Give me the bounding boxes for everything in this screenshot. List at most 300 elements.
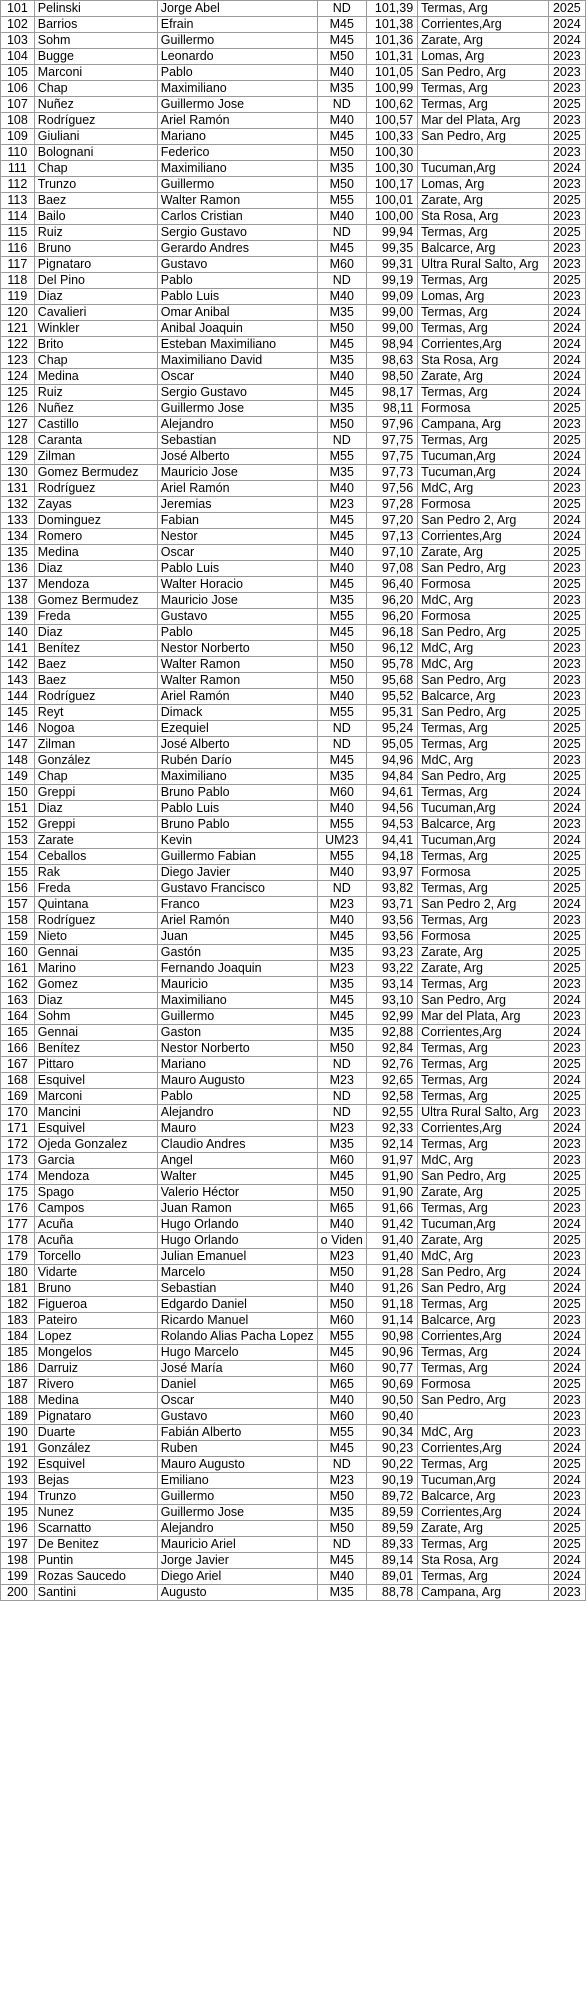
score-cell[interactable]: 100,33 — [366, 129, 417, 145]
year-cell[interactable]: 2025 — [548, 929, 585, 945]
first-name-cell[interactable]: Maximiliano — [157, 993, 317, 1009]
year-cell[interactable]: 2025 — [548, 577, 585, 593]
rank-cell[interactable]: 163 — [1, 993, 35, 1009]
rank-cell[interactable]: 173 — [1, 1153, 35, 1169]
first-name-cell[interactable]: Juan — [157, 929, 317, 945]
score-cell[interactable]: 93,56 — [366, 929, 417, 945]
year-cell[interactable]: 2024 — [548, 369, 585, 385]
year-cell[interactable]: 2023 — [548, 1201, 585, 1217]
rank-cell[interactable]: 109 — [1, 129, 35, 145]
category-cell[interactable]: ND — [317, 1057, 366, 1073]
rank-cell[interactable]: 121 — [1, 321, 35, 337]
last-name-cell[interactable]: Baez — [34, 673, 157, 689]
category-cell[interactable]: M35 — [317, 465, 366, 481]
rank-cell[interactable]: 122 — [1, 337, 35, 353]
last-name-cell[interactable]: Benítez — [34, 1041, 157, 1057]
last-name-cell[interactable]: Zarate — [34, 833, 157, 849]
last-name-cell[interactable]: Nuñez — [34, 97, 157, 113]
first-name-cell[interactable]: Pablo — [157, 65, 317, 81]
score-cell[interactable]: 99,00 — [366, 321, 417, 337]
year-cell[interactable]: 2025 — [548, 497, 585, 513]
category-cell[interactable]: M60 — [317, 1313, 366, 1329]
rank-cell[interactable]: 165 — [1, 1025, 35, 1041]
year-cell[interactable]: 2023 — [548, 977, 585, 993]
first-name-cell[interactable]: Carlos Cristian — [157, 209, 317, 225]
location-cell[interactable] — [418, 145, 549, 161]
first-name-cell[interactable]: Juan Ramon — [157, 1201, 317, 1217]
year-cell[interactable]: 2024 — [548, 449, 585, 465]
last-name-cell[interactable]: Rivero — [34, 1377, 157, 1393]
score-cell[interactable]: 97,08 — [366, 561, 417, 577]
last-name-cell[interactable]: Mongelos — [34, 1345, 157, 1361]
location-cell[interactable]: Corrientes,Arg — [418, 17, 549, 33]
category-cell[interactable]: M45 — [317, 577, 366, 593]
last-name-cell[interactable]: Diaz — [34, 993, 157, 1009]
last-name-cell[interactable]: González — [34, 753, 157, 769]
last-name-cell[interactable]: Dominguez — [34, 513, 157, 529]
first-name-cell[interactable]: Diego Javier — [157, 865, 317, 881]
year-cell[interactable]: 2023 — [548, 481, 585, 497]
first-name-cell[interactable]: Gerardo Andres — [157, 241, 317, 257]
category-cell[interactable]: ND — [317, 1537, 366, 1553]
category-cell[interactable]: M50 — [317, 1041, 366, 1057]
first-name-cell[interactable]: Bruno Pablo — [157, 785, 317, 801]
score-cell[interactable]: 95,78 — [366, 657, 417, 673]
category-cell[interactable]: M50 — [317, 1521, 366, 1537]
first-name-cell[interactable]: Ariel Ramón — [157, 481, 317, 497]
rank-cell[interactable]: 144 — [1, 689, 35, 705]
rank-cell[interactable]: 166 — [1, 1041, 35, 1057]
rank-cell[interactable]: 149 — [1, 769, 35, 785]
rank-cell[interactable]: 133 — [1, 513, 35, 529]
score-cell[interactable]: 90,77 — [366, 1361, 417, 1377]
first-name-cell[interactable]: Fernando Joaquin — [157, 961, 317, 977]
last-name-cell[interactable]: Romero — [34, 529, 157, 545]
rank-cell[interactable]: 115 — [1, 225, 35, 241]
last-name-cell[interactable]: Baez — [34, 657, 157, 673]
rank-cell[interactable]: 108 — [1, 113, 35, 129]
year-cell[interactable]: 2025 — [548, 849, 585, 865]
year-cell[interactable]: 2025 — [548, 961, 585, 977]
score-cell[interactable]: 98,11 — [366, 401, 417, 417]
rank-cell[interactable]: 104 — [1, 49, 35, 65]
location-cell[interactable]: Termas, Arg — [418, 1345, 549, 1361]
location-cell[interactable]: Termas, Arg — [418, 1569, 549, 1585]
score-cell[interactable]: 90,40 — [366, 1409, 417, 1425]
score-cell[interactable]: 97,75 — [366, 449, 417, 465]
last-name-cell[interactable]: Mendoza — [34, 577, 157, 593]
rank-cell[interactable]: 184 — [1, 1329, 35, 1345]
rank-cell[interactable]: 200 — [1, 1585, 35, 1601]
first-name-cell[interactable]: Angel — [157, 1153, 317, 1169]
first-name-cell[interactable]: Gustavo — [157, 1409, 317, 1425]
first-name-cell[interactable]: Leonardo — [157, 49, 317, 65]
category-cell[interactable]: M45 — [317, 625, 366, 641]
rank-cell[interactable]: 155 — [1, 865, 35, 881]
score-cell[interactable]: 91,26 — [366, 1281, 417, 1297]
location-cell[interactable]: MdC, Arg — [418, 593, 549, 609]
score-cell[interactable]: 90,23 — [366, 1441, 417, 1457]
rank-cell[interactable]: 187 — [1, 1377, 35, 1393]
rank-cell[interactable]: 171 — [1, 1121, 35, 1137]
category-cell[interactable]: ND — [317, 1105, 366, 1121]
rank-cell[interactable]: 188 — [1, 1393, 35, 1409]
score-cell[interactable]: 96,12 — [366, 641, 417, 657]
score-cell[interactable]: 93,97 — [366, 865, 417, 881]
first-name-cell[interactable]: Mariano — [157, 129, 317, 145]
year-cell[interactable]: 2024 — [548, 465, 585, 481]
rank-cell[interactable]: 103 — [1, 33, 35, 49]
rank-cell[interactable]: 136 — [1, 561, 35, 577]
category-cell[interactable]: ND — [317, 737, 366, 753]
category-cell[interactable]: M35 — [317, 593, 366, 609]
year-cell[interactable]: 2023 — [548, 673, 585, 689]
location-cell[interactable]: Corrientes,Arg — [418, 529, 549, 545]
year-cell[interactable]: 2024 — [548, 1505, 585, 1521]
location-cell[interactable]: MdC, Arg — [418, 1249, 549, 1265]
last-name-cell[interactable]: Lopez — [34, 1329, 157, 1345]
year-cell[interactable]: 2024 — [548, 993, 585, 1009]
first-name-cell[interactable]: Maximiliano — [157, 161, 317, 177]
category-cell[interactable]: M45 — [317, 1553, 366, 1569]
year-cell[interactable]: 2025 — [548, 1457, 585, 1473]
location-cell[interactable]: San Pedro, Arg — [418, 65, 549, 81]
last-name-cell[interactable]: Nuñez — [34, 401, 157, 417]
location-cell[interactable]: Corrientes,Arg — [418, 337, 549, 353]
location-cell[interactable]: Zarate, Arg — [418, 1521, 549, 1537]
first-name-cell[interactable]: Guillermo — [157, 1489, 317, 1505]
category-cell[interactable]: ND — [317, 97, 366, 113]
year-cell[interactable]: 2024 — [548, 321, 585, 337]
last-name-cell[interactable]: Bolognani — [34, 145, 157, 161]
rank-cell[interactable]: 111 — [1, 161, 35, 177]
score-cell[interactable]: 101,31 — [366, 49, 417, 65]
last-name-cell[interactable]: Del Pino — [34, 273, 157, 289]
location-cell[interactable]: Termas, Arg — [418, 97, 549, 113]
last-name-cell[interactable]: Greppi — [34, 785, 157, 801]
first-name-cell[interactable]: Mauricio Jose — [157, 593, 317, 609]
year-cell[interactable]: 2025 — [548, 401, 585, 417]
location-cell[interactable]: Corrientes,Arg — [418, 1121, 549, 1137]
category-cell[interactable]: M50 — [317, 417, 366, 433]
score-cell[interactable]: 100,17 — [366, 177, 417, 193]
last-name-cell[interactable]: Bailo — [34, 209, 157, 225]
first-name-cell[interactable]: Ariel Ramón — [157, 689, 317, 705]
last-name-cell[interactable]: Marino — [34, 961, 157, 977]
year-cell[interactable]: 2023 — [548, 1425, 585, 1441]
category-cell[interactable]: M35 — [317, 305, 366, 321]
score-cell[interactable]: 92,14 — [366, 1137, 417, 1153]
first-name-cell[interactable]: José Alberto — [157, 737, 317, 753]
year-cell[interactable]: 2025 — [548, 225, 585, 241]
year-cell[interactable]: 2023 — [548, 113, 585, 129]
year-cell[interactable]: 2025 — [548, 193, 585, 209]
year-cell[interactable]: 2025 — [548, 1057, 585, 1073]
rank-cell[interactable]: 172 — [1, 1137, 35, 1153]
location-cell[interactable]: Corrientes,Arg — [418, 1441, 549, 1457]
score-cell[interactable]: 97,20 — [366, 513, 417, 529]
location-cell[interactable]: Tucuman,Arg — [418, 449, 549, 465]
location-cell[interactable]: Zarate, Arg — [418, 961, 549, 977]
last-name-cell[interactable]: Chap — [34, 353, 157, 369]
last-name-cell[interactable]: Sohm — [34, 1009, 157, 1025]
last-name-cell[interactable]: Freda — [34, 609, 157, 625]
year-cell[interactable]: 2024 — [548, 1441, 585, 1457]
first-name-cell[interactable]: Emiliano — [157, 1473, 317, 1489]
first-name-cell[interactable]: Sebastian — [157, 433, 317, 449]
year-cell[interactable]: 2023 — [548, 49, 585, 65]
year-cell[interactable]: 2023 — [548, 1105, 585, 1121]
last-name-cell[interactable]: Trunzo — [34, 1489, 157, 1505]
location-cell[interactable]: Balcarce, Arg — [418, 1313, 549, 1329]
first-name-cell[interactable]: Ricardo Manuel — [157, 1313, 317, 1329]
year-cell[interactable]: 2023 — [548, 1313, 585, 1329]
score-cell[interactable]: 90,19 — [366, 1473, 417, 1489]
year-cell[interactable]: 2025 — [548, 1377, 585, 1393]
first-name-cell[interactable]: Gustavo — [157, 609, 317, 625]
location-cell[interactable]: MdC, Arg — [418, 1153, 549, 1169]
category-cell[interactable]: M50 — [317, 321, 366, 337]
location-cell[interactable]: MdC, Arg — [418, 1425, 549, 1441]
year-cell[interactable]: 2024 — [548, 17, 585, 33]
first-name-cell[interactable]: Federico — [157, 145, 317, 161]
last-name-cell[interactable]: Pelinski — [34, 1, 157, 17]
category-cell[interactable]: M45 — [317, 385, 366, 401]
category-cell[interactable]: ND — [317, 721, 366, 737]
location-cell[interactable]: Zarate, Arg — [418, 945, 549, 961]
category-cell[interactable]: M40 — [317, 801, 366, 817]
rank-cell[interactable]: 169 — [1, 1089, 35, 1105]
last-name-cell[interactable]: Reyt — [34, 705, 157, 721]
score-cell[interactable]: 90,98 — [366, 1329, 417, 1345]
score-cell[interactable]: 98,17 — [366, 385, 417, 401]
year-cell[interactable]: 2024 — [548, 1329, 585, 1345]
category-cell[interactable]: M50 — [317, 1297, 366, 1313]
score-cell[interactable]: 93,82 — [366, 881, 417, 897]
last-name-cell[interactable]: Torcello — [34, 1249, 157, 1265]
location-cell[interactable]: Formosa — [418, 865, 549, 881]
first-name-cell[interactable]: Guillermo — [157, 177, 317, 193]
first-name-cell[interactable]: Mauro Augusto — [157, 1457, 317, 1473]
location-cell[interactable]: Termas, Arg — [418, 81, 549, 97]
score-cell[interactable]: 90,96 — [366, 1345, 417, 1361]
last-name-cell[interactable]: Esquivel — [34, 1121, 157, 1137]
category-cell[interactable]: M45 — [317, 129, 366, 145]
first-name-cell[interactable]: Kevin — [157, 833, 317, 849]
last-name-cell[interactable]: Greppi — [34, 817, 157, 833]
first-name-cell[interactable]: Sergio Gustavo — [157, 385, 317, 401]
score-cell[interactable]: 91,40 — [366, 1233, 417, 1249]
last-name-cell[interactable]: De Benitez — [34, 1537, 157, 1553]
last-name-cell[interactable]: Zilman — [34, 449, 157, 465]
last-name-cell[interactable]: Diaz — [34, 801, 157, 817]
rank-cell[interactable]: 102 — [1, 17, 35, 33]
last-name-cell[interactable]: Rodríguez — [34, 113, 157, 129]
first-name-cell[interactable]: Jeremias — [157, 497, 317, 513]
first-name-cell[interactable]: Nestor — [157, 529, 317, 545]
year-cell[interactable]: 2024 — [548, 1073, 585, 1089]
year-cell[interactable]: 2023 — [548, 1249, 585, 1265]
first-name-cell[interactable]: Dimack — [157, 705, 317, 721]
category-cell[interactable]: M45 — [317, 513, 366, 529]
last-name-cell[interactable]: Trunzo — [34, 177, 157, 193]
year-cell[interactable]: 2023 — [548, 593, 585, 609]
first-name-cell[interactable]: Hugo Orlando — [157, 1217, 317, 1233]
year-cell[interactable]: 2023 — [548, 257, 585, 273]
category-cell[interactable]: M40 — [317, 913, 366, 929]
score-cell[interactable]: 92,65 — [366, 1073, 417, 1089]
score-cell[interactable]: 94,61 — [366, 785, 417, 801]
location-cell[interactable]: Termas, Arg — [418, 881, 549, 897]
score-cell[interactable]: 92,88 — [366, 1025, 417, 1041]
score-cell[interactable]: 99,00 — [366, 305, 417, 321]
location-cell[interactable]: San Pedro, Arg — [418, 561, 549, 577]
year-cell[interactable]: 2024 — [548, 353, 585, 369]
year-cell[interactable]: 2024 — [548, 1025, 585, 1041]
year-cell[interactable]: 2024 — [548, 1121, 585, 1137]
last-name-cell[interactable]: Rak — [34, 865, 157, 881]
last-name-cell[interactable]: Gennai — [34, 945, 157, 961]
location-cell[interactable]: Lomas, Arg — [418, 289, 549, 305]
location-cell[interactable]: Termas, Arg — [418, 1041, 549, 1057]
location-cell[interactable]: Termas, Arg — [418, 1089, 549, 1105]
rank-cell[interactable]: 162 — [1, 977, 35, 993]
rank-cell[interactable]: 105 — [1, 65, 35, 81]
category-cell[interactable]: ND — [317, 1089, 366, 1105]
year-cell[interactable]: 2023 — [548, 1409, 585, 1425]
rank-cell[interactable]: 126 — [1, 401, 35, 417]
category-cell[interactable]: M60 — [317, 1409, 366, 1425]
location-cell[interactable]: Termas, Arg — [418, 1297, 549, 1313]
rank-cell[interactable]: 151 — [1, 801, 35, 817]
score-cell[interactable]: 91,18 — [366, 1297, 417, 1313]
first-name-cell[interactable]: Guillermo — [157, 1009, 317, 1025]
rank-cell[interactable]: 170 — [1, 1105, 35, 1121]
category-cell[interactable]: M45 — [317, 753, 366, 769]
first-name-cell[interactable]: Sergio Gustavo — [157, 225, 317, 241]
score-cell[interactable]: 91,66 — [366, 1201, 417, 1217]
location-cell[interactable]: Lomas, Arg — [418, 177, 549, 193]
first-name-cell[interactable]: Gastón — [157, 945, 317, 961]
last-name-cell[interactable]: Rodríguez — [34, 481, 157, 497]
score-cell[interactable]: 93,71 — [366, 897, 417, 913]
rank-cell[interactable]: 181 — [1, 1281, 35, 1297]
last-name-cell[interactable]: Ruiz — [34, 225, 157, 241]
category-cell[interactable]: M40 — [317, 209, 366, 225]
rank-cell[interactable]: 197 — [1, 1537, 35, 1553]
location-cell[interactable]: Formosa — [418, 577, 549, 593]
first-name-cell[interactable]: Efrain — [157, 17, 317, 33]
rank-cell[interactable]: 185 — [1, 1345, 35, 1361]
first-name-cell[interactable]: Alejandro — [157, 1105, 317, 1121]
score-cell[interactable]: 92,55 — [366, 1105, 417, 1121]
last-name-cell[interactable]: Mancini — [34, 1105, 157, 1121]
first-name-cell[interactable]: Walter Horacio — [157, 577, 317, 593]
last-name-cell[interactable]: Medina — [34, 369, 157, 385]
first-name-cell[interactable]: Mauricio — [157, 977, 317, 993]
rank-cell[interactable]: 112 — [1, 177, 35, 193]
first-name-cell[interactable]: Guillermo Jose — [157, 401, 317, 417]
first-name-cell[interactable]: Mauro — [157, 1121, 317, 1137]
score-cell[interactable]: 97,13 — [366, 529, 417, 545]
year-cell[interactable]: 2024 — [548, 529, 585, 545]
category-cell[interactable]: M50 — [317, 1185, 366, 1201]
category-cell[interactable]: M65 — [317, 1201, 366, 1217]
rank-cell[interactable]: 110 — [1, 145, 35, 161]
first-name-cell[interactable]: Ruben — [157, 1441, 317, 1457]
category-cell[interactable]: M55 — [317, 609, 366, 625]
first-name-cell[interactable]: José Alberto — [157, 449, 317, 465]
first-name-cell[interactable]: Franco — [157, 897, 317, 913]
first-name-cell[interactable]: Ezequiel — [157, 721, 317, 737]
score-cell[interactable]: 95,68 — [366, 673, 417, 689]
rank-cell[interactable]: 107 — [1, 97, 35, 113]
last-name-cell[interactable]: Acuña — [34, 1217, 157, 1233]
location-cell[interactable]: MdC, Arg — [418, 753, 549, 769]
rank-cell[interactable]: 177 — [1, 1217, 35, 1233]
location-cell[interactable]: San Pedro, Arg — [418, 1281, 549, 1297]
score-cell[interactable]: 99,31 — [366, 257, 417, 273]
year-cell[interactable]: 2024 — [548, 897, 585, 913]
year-cell[interactable]: 2025 — [548, 1, 585, 17]
first-name-cell[interactable]: Hugo Marcelo — [157, 1345, 317, 1361]
category-cell[interactable]: M60 — [317, 1361, 366, 1377]
last-name-cell[interactable]: Zayas — [34, 497, 157, 513]
year-cell[interactable]: 2025 — [548, 625, 585, 641]
category-cell[interactable]: ND — [317, 881, 366, 897]
location-cell[interactable]: San Pedro, Arg — [418, 705, 549, 721]
year-cell[interactable]: 2024 — [548, 833, 585, 849]
rank-cell[interactable]: 118 — [1, 273, 35, 289]
category-cell[interactable]: M40 — [317, 65, 366, 81]
last-name-cell[interactable]: Ojeda Gonzalez — [34, 1137, 157, 1153]
location-cell[interactable]: Termas, Arg — [418, 1, 549, 17]
score-cell[interactable]: 99,19 — [366, 273, 417, 289]
last-name-cell[interactable]: Castillo — [34, 417, 157, 433]
score-cell[interactable]: 97,28 — [366, 497, 417, 513]
score-cell[interactable]: 93,10 — [366, 993, 417, 1009]
last-name-cell[interactable]: Vidarte — [34, 1265, 157, 1281]
location-cell[interactable]: San Pedro, Arg — [418, 129, 549, 145]
location-cell[interactable]: Balcarce, Arg — [418, 1489, 549, 1505]
last-name-cell[interactable]: Rozas Saucedo — [34, 1569, 157, 1585]
score-cell[interactable]: 98,63 — [366, 353, 417, 369]
year-cell[interactable]: 2023 — [548, 209, 585, 225]
category-cell[interactable]: M45 — [317, 337, 366, 353]
first-name-cell[interactable]: Maximiliano David — [157, 353, 317, 369]
category-cell[interactable]: M45 — [317, 929, 366, 945]
category-cell[interactable]: M23 — [317, 1473, 366, 1489]
score-cell[interactable]: 101,38 — [366, 17, 417, 33]
first-name-cell[interactable]: Gaston — [157, 1025, 317, 1041]
first-name-cell[interactable]: José María — [157, 1361, 317, 1377]
first-name-cell[interactable]: Walter Ramon — [157, 673, 317, 689]
location-cell[interactable]: Sta Rosa, Arg — [418, 1553, 549, 1569]
location-cell[interactable]: Termas, Arg — [418, 385, 549, 401]
first-name-cell[interactable]: Rubén Darío — [157, 753, 317, 769]
score-cell[interactable]: 96,20 — [366, 609, 417, 625]
first-name-cell[interactable]: Edgardo Daniel — [157, 1297, 317, 1313]
rank-cell[interactable]: 189 — [1, 1409, 35, 1425]
year-cell[interactable]: 2025 — [548, 721, 585, 737]
location-cell[interactable]: Termas, Arg — [418, 913, 549, 929]
last-name-cell[interactable]: Santini — [34, 1585, 157, 1601]
rank-cell[interactable]: 176 — [1, 1201, 35, 1217]
location-cell[interactable]: Ultra Rural Salto, Arg — [418, 257, 549, 273]
rank-cell[interactable]: 175 — [1, 1185, 35, 1201]
first-name-cell[interactable]: Daniel — [157, 1377, 317, 1393]
rank-cell[interactable]: 128 — [1, 433, 35, 449]
